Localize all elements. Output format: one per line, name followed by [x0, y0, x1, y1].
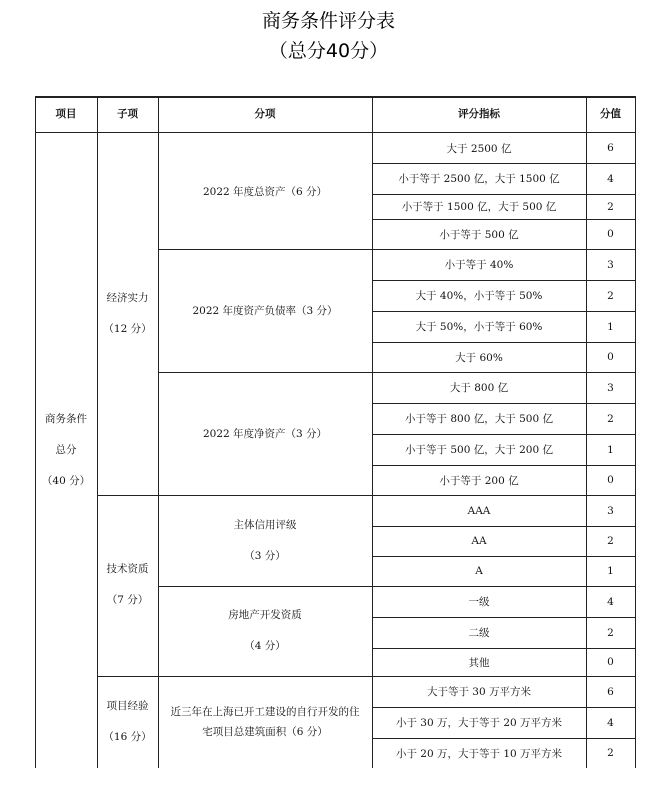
indicator-cell: 小于等于 1500 亿，大于 500 亿 — [401, 201, 557, 213]
indicator-cell: 大于 60% — [455, 351, 503, 364]
part-cell-net-assets — [158, 372, 372, 495]
score-cell: 1 — [607, 565, 614, 577]
indicator-cell: 一级 — [468, 596, 490, 608]
indicator-cell: 小于等于 40% — [444, 259, 514, 271]
indicator-cell: 小于等于 800 亿，大于 500 亿 — [405, 413, 553, 425]
indicator-cell: A — [475, 565, 483, 577]
part-line1: 2022 年度资产负债率（3 分） — [192, 305, 338, 317]
score-cell: 3 — [607, 258, 614, 271]
group-line2: （12 分） — [103, 323, 152, 335]
indicator-cell: 小于 20 万，大于等于 10 万平方米 — [395, 747, 563, 760]
score-cell: 3 — [607, 504, 614, 517]
group-line1: 技术资质 — [106, 563, 149, 575]
indicator-cell: 小于等于 500 亿 — [439, 228, 519, 241]
score-cell: 3 — [607, 381, 614, 394]
score-cell: 1 — [607, 443, 614, 456]
score-cell: 0 — [607, 474, 614, 486]
group-line2: （16 分） — [103, 731, 152, 743]
indicator-cell: 大于 40%，小于等于 50% — [415, 290, 543, 302]
header-part: 分项 — [254, 108, 276, 120]
score-cell: 2 — [607, 747, 614, 759]
score-cell: 2 — [607, 200, 614, 213]
page-title: 商务条件评分表 — [261, 10, 395, 32]
indicator-cell: AA — [471, 535, 487, 547]
header-indicator: 评分指标 — [458, 108, 500, 120]
score-cell: 2 — [607, 412, 614, 425]
score-cell: 0 — [607, 351, 614, 363]
project-line2: 总分 — [55, 444, 77, 456]
header-score: 分值 — [600, 108, 621, 120]
score-cell: 0 — [607, 656, 614, 668]
indicator-cell: AAA — [467, 504, 491, 517]
score-cell: 2 — [607, 535, 614, 547]
indicator-cell: 大于 800 亿 — [449, 382, 509, 394]
part-cell-project-area — [158, 676, 372, 768]
score-cell: 4 — [607, 172, 614, 185]
indicator-cell: 小于等于 2500 亿，大于 1500 亿 — [398, 173, 560, 185]
project-line1: 商务条件 — [44, 413, 87, 425]
group-cell-tech — [97, 495, 158, 675]
indicator-cell: 其他 — [468, 656, 490, 669]
indicator-cell: 大于 50%，小于等于 60% — [415, 321, 543, 333]
page-subtitle: （总分40分） — [268, 40, 389, 62]
group-line1: 经济实力 — [106, 292, 149, 304]
part-line1: 2022 年度总资产（6 分） — [202, 185, 328, 198]
column-border — [635, 96, 636, 768]
part-line1: 近三年在上海已开工建设的自行开发的住 — [170, 706, 360, 718]
group-line2: （7 分） — [106, 594, 149, 606]
part-cell-debt-ratio — [158, 249, 372, 372]
score-cell: 4 — [607, 716, 614, 729]
indicator-cell: 二级 — [468, 627, 490, 639]
part-line2: （3 分） — [244, 549, 286, 562]
part-cell-total-assets — [158, 133, 372, 249]
group-line1: 项目经验 — [106, 700, 149, 712]
part-cell-qualification — [158, 586, 372, 675]
header-item: 项目 — [55, 108, 77, 120]
project-cell — [35, 133, 97, 768]
score-cell: 0 — [607, 228, 614, 240]
indicator-cell: 大于 2500 亿 — [446, 142, 512, 155]
indicator-cell: 大于等于 30 万平方米 — [426, 686, 532, 698]
score-cell: 1 — [607, 320, 614, 333]
part-line2: （4 分） — [244, 639, 286, 652]
part-line2: 宅项目总建筑面积（6 分） — [202, 726, 328, 738]
score-cell: 4 — [607, 595, 614, 608]
indicator-cell: 小于等于 500 亿，大于 200 亿 — [405, 444, 553, 456]
group-cell-experience — [97, 676, 158, 768]
part-line1: 房地产开发资质 — [228, 608, 302, 621]
part-line1: 主体信用评级 — [233, 518, 297, 531]
indicator-cell: 小于等于 200 亿 — [439, 474, 519, 487]
score-cell: 2 — [607, 289, 614, 302]
indicator-cell: 小于 30 万，大于等于 20 万平方米 — [395, 717, 563, 729]
group-cell-economy — [97, 133, 158, 495]
part-cell-credit-rating — [158, 495, 372, 586]
score-cell: 6 — [607, 142, 614, 154]
project-line3: （40 分） — [41, 475, 91, 487]
part-line1: 2022 年度净资产（3 分） — [202, 428, 328, 440]
score-cell: 6 — [607, 685, 614, 698]
header-sub: 子项 — [117, 108, 138, 120]
score-cell: 2 — [607, 626, 614, 639]
